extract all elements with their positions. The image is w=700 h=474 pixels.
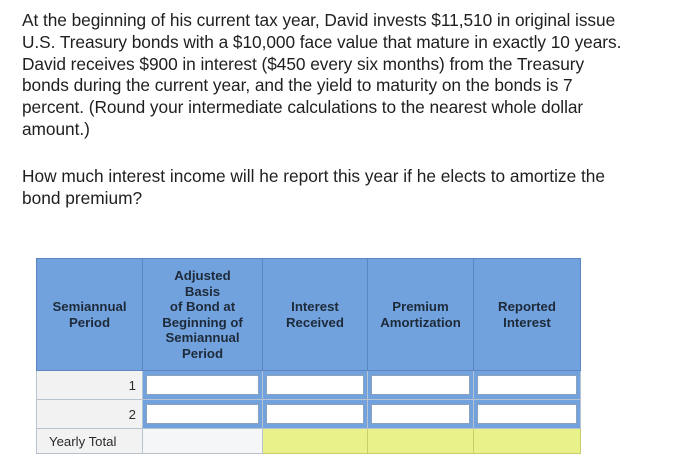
question-prompt	[22, 166, 690, 210]
amortization-table-container	[36, 258, 580, 448]
amortization-table	[36, 258, 581, 454]
header-semiannual-period: Semiannual Period	[37, 259, 143, 371]
table-row	[37, 371, 581, 400]
row1-reported-input[interactable]	[477, 375, 577, 395]
row2-interest-input[interactable]	[266, 404, 364, 424]
header-interest-received: Interest Received	[263, 259, 368, 371]
table-total-row	[37, 429, 581, 454]
header-premium-amortization: Premium Amortization	[368, 259, 474, 371]
row1-basis-input[interactable]	[146, 375, 259, 395]
row1-premium-input[interactable]	[371, 375, 470, 395]
question-line: U.S. Treasury bonds with a $10,000 face value that mature in exactly 10 years.	[22, 31, 622, 52]
row2-reported-input[interactable]	[477, 404, 577, 424]
table-header-row	[37, 259, 581, 371]
total-interest-input[interactable]	[263, 429, 368, 454]
prompt-line: bond premium?	[22, 187, 143, 208]
question-line: At the beginning of his current tax year, David invests $11,510 in original issue	[22, 10, 616, 30]
table-row	[37, 400, 581, 429]
question-line: amount.)	[22, 118, 90, 139]
total-reported-input[interactable]	[474, 429, 581, 454]
total-basis-blank	[143, 429, 263, 454]
total-premium-input[interactable]	[368, 429, 474, 454]
yearly-total-label: Yearly Total	[37, 429, 143, 454]
prompt-line: How much interest income will he report this year if he elects to amortize the	[22, 166, 606, 186]
header-reported-interest: Reported Interest	[474, 259, 581, 371]
row1-interest-input[interactable]	[266, 375, 364, 395]
row2-basis-input[interactable]	[146, 404, 259, 424]
period-label: 2	[37, 400, 143, 429]
row2-premium-input[interactable]	[371, 404, 470, 424]
question-line: David receives $900 in interest ($450 every six months) from the Treasury	[22, 53, 585, 74]
header-adjusted-basis: Adjusted Basis of Bond at Beginning of Semiannual Period	[143, 259, 263, 371]
period-label: 1	[37, 371, 143, 400]
question-line: bonds during the current year, and the yield to maturity on the bonds is 7	[22, 75, 573, 96]
question-line: percent. (Round your intermediate calculations to the nearest whole dollar	[22, 97, 584, 118]
question-text	[22, 10, 690, 141]
